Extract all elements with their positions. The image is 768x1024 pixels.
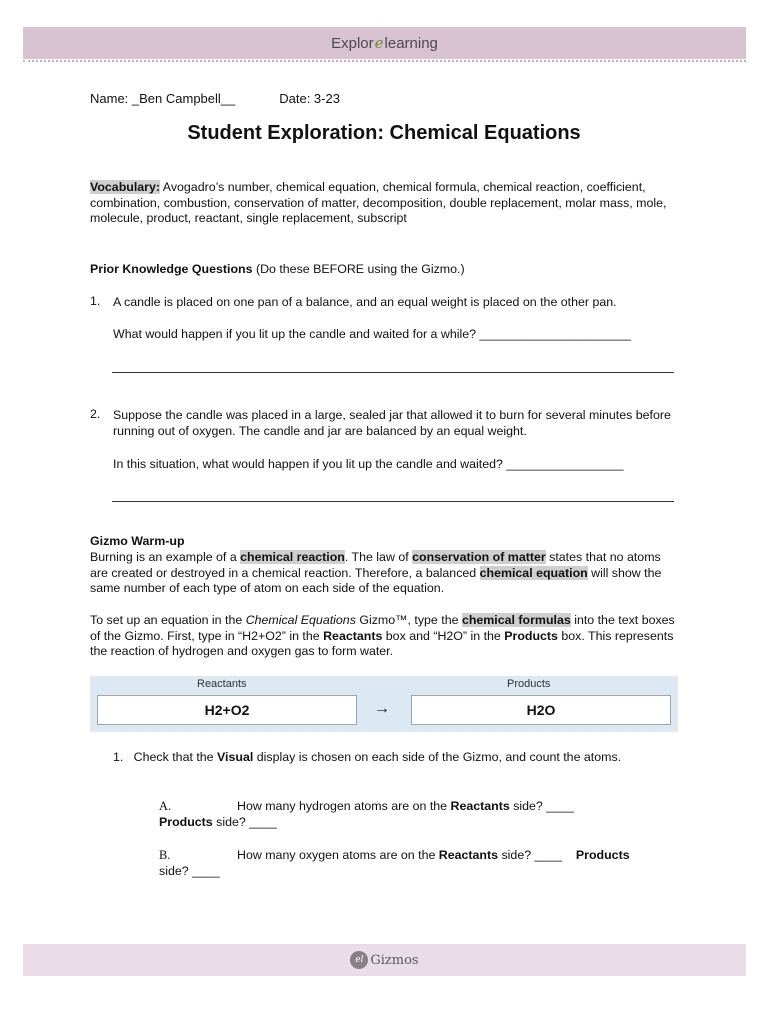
part-a-question: How many hydrogen atoms are on the Reactants side? ____ [237, 799, 574, 813]
answer-line[interactable] [112, 372, 674, 373]
question-2-prompt: In this situation, what would happen if you lit up the candle and waited? _________________ [113, 457, 624, 471]
question-1-prompt: What would happen if you lit up the candle and waited for a while? ______________________ [113, 327, 632, 341]
vocabulary-label: Vocabulary: [90, 180, 161, 194]
date: Date: 3-23 [279, 91, 340, 106]
question-2-number: 2. [90, 407, 101, 421]
products-label: Products [507, 678, 551, 690]
term-chemical-equation: chemical equation [479, 565, 588, 580]
footer-bar [23, 944, 746, 976]
header-bar [23, 27, 746, 59]
part-b-question: How many oxygen atoms are on the Reactants side? ____ Products [237, 848, 630, 862]
logo: Explorelearning [331, 34, 438, 52]
prior-knowledge-heading: Prior Knowledge Questions (Do these BEFORE using the Gizmo.) [90, 262, 465, 276]
gizmos-logo: el Gizmos [350, 951, 418, 969]
student-name: Name: _Ben Campbell__ [90, 91, 236, 106]
question-1-number: 1. [90, 294, 101, 308]
question-1-text: A candle is placed on one pan of a balance, and an equal weight is placed on the other pan. [113, 295, 617, 309]
arrow-icon: → [374, 700, 390, 717]
vocabulary [90, 180, 680, 227]
products-input[interactable]: H2O [411, 695, 671, 725]
part-a-question-cont: Products side? ____ [159, 815, 277, 829]
meta-line [90, 91, 340, 106]
term-chemical-formulas: chemical formulas [461, 613, 571, 627]
part-b-question-cont: side? ____ [159, 864, 220, 878]
part-a-letter: A. [159, 799, 172, 813]
question-2-text: Suppose the candle was placed in a large, sealed jar that allowed it to burn for several minutes before running out of oxygen. The candle and jar are balanced by an equal weight. [113, 408, 671, 438]
warmup-heading: Gizmo Warm-up [90, 534, 185, 548]
reactants-input[interactable]: H2+O2 [97, 695, 357, 725]
logo-mark: e [374, 34, 384, 52]
page-title: Student Exploration: Chemical Equations [187, 122, 581, 144]
reactants-label: Reactants [197, 678, 247, 690]
header-divider [23, 60, 746, 62]
vocabulary-terms: Avogadro’s number, chemical equation, chemical formula, chemical reaction, coefficient, combination, combustion, conservation of matter, decomposition, double replacement, molar mass, mole, molecule, product, reactant, single replacement, subscript [90, 180, 667, 225]
part-b-letter: B. [159, 848, 171, 862]
gizmos-emblem-icon: el [350, 951, 368, 969]
term-chemical-reaction: chemical reaction [240, 550, 345, 564]
answer-line[interactable] [112, 501, 674, 502]
warmup-paragraph-1: Burning is an example of a chemical reaction. The law of conservation of matter states that no atoms are created or destroyed in a chemical reaction. Therefore, a balanced chemical equation will show the same number of each type of atom on each side of the equation. [90, 550, 662, 595]
term-conservation-of-matter: conservation of matter [412, 550, 546, 564]
step-1: 1. Check that the Visual display is chosen on each side of the Gizmo, and count the atoms. [113, 750, 622, 764]
warmup-paragraph-2: To set up an equation in the Chemical Equations Gizmo™, type the chemical formulas into the text boxes of the Gizmo. First, type in “H2+O2” in the Reactants box and “H2O” in the Products box. This represents the reaction of hydrogen and oxygen gas to form water. [90, 613, 675, 658]
